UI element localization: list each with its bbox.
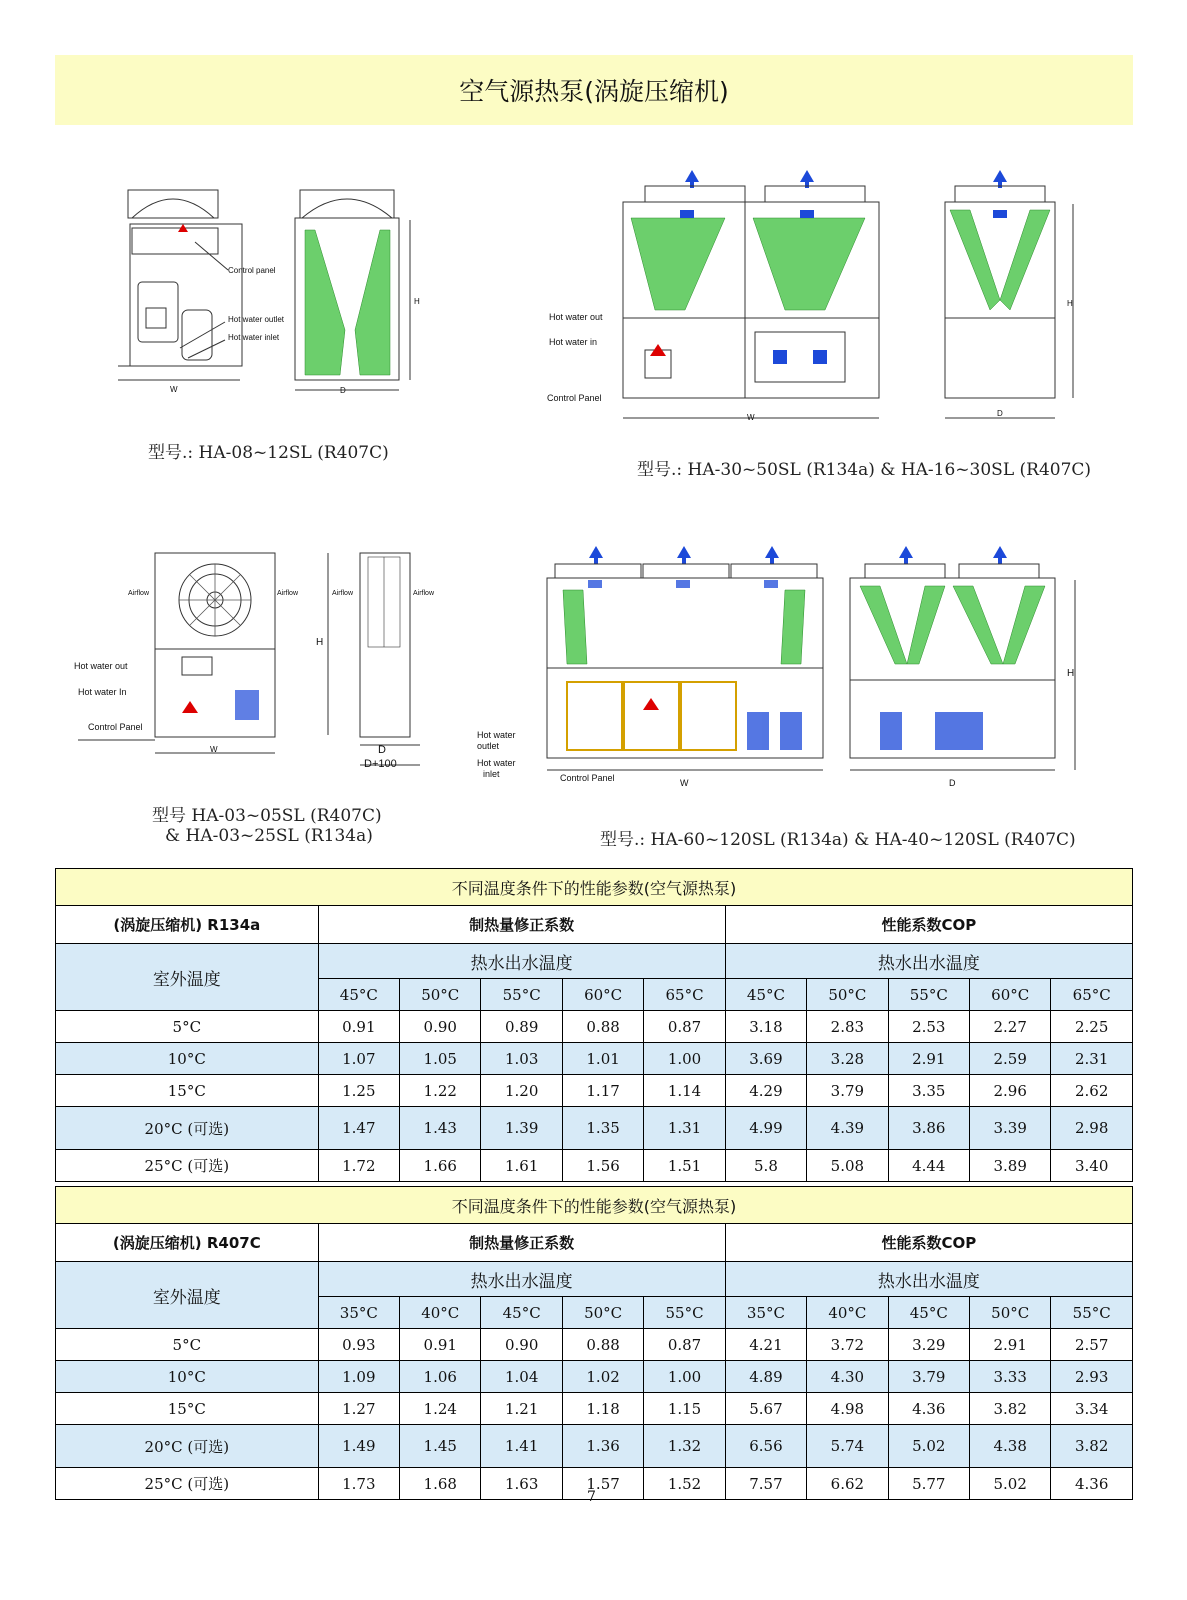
d1-label-hot-water-inlet: Hot water inlet	[228, 333, 280, 342]
d4-caption: 型号.: HA-60~120SL (R134a) & HA-40~120SL (R407C)	[600, 830, 1076, 850]
cell: 0.87	[644, 1011, 725, 1043]
model-label: (涡旋压缩机) R134a	[56, 906, 319, 944]
d3-label-airflow-3: Airflow	[332, 590, 354, 597]
cell: 1.15	[644, 1393, 725, 1425]
d3-label-w: W	[210, 745, 218, 754]
cell: 1.68	[400, 1468, 481, 1500]
row-label: 15°C	[56, 1075, 319, 1107]
row-label: 20°C (可选)	[56, 1107, 319, 1150]
cell: 1.04	[481, 1361, 562, 1393]
cell: 3.82	[1051, 1425, 1133, 1468]
cell: 0.90	[481, 1329, 562, 1361]
cell: 3.72	[807, 1329, 888, 1361]
table-row	[56, 1011, 1133, 1043]
table-row	[56, 1329, 1133, 1361]
cell: 1.73	[318, 1468, 399, 1500]
cell: 1.25	[318, 1075, 399, 1107]
outdoor-temp-header: 室外温度	[56, 944, 319, 1011]
cell: 1.05	[400, 1043, 481, 1075]
d4-label-hot-water-outlet-1: Hot water	[477, 730, 516, 740]
temp-header: 35°C	[725, 1297, 806, 1329]
d1-label-h: H	[414, 297, 420, 306]
d2-label-hot-water-in: Hot water in	[549, 337, 598, 347]
cell: 5.77	[888, 1468, 969, 1500]
page-title-bar	[55, 55, 1133, 125]
cell: 2.93	[1051, 1361, 1133, 1393]
page-number: 7	[587, 1489, 596, 1505]
d1-label-w: W	[170, 385, 178, 394]
cell: 4.89	[725, 1361, 806, 1393]
cell: 2.96	[970, 1075, 1051, 1107]
cell: 1.17	[562, 1075, 643, 1107]
cell: 1.52	[644, 1468, 725, 1500]
cell: 1.41	[481, 1425, 562, 1468]
performance-table-r134a	[55, 868, 1133, 1182]
hot-water-temp-header: 热水出水温度	[318, 1262, 725, 1297]
cell: 3.82	[970, 1393, 1051, 1425]
cop-header: 性能系数COP	[725, 906, 1132, 944]
d4-label-control-panel: Control Panel	[560, 773, 615, 783]
cell: 3.40	[1051, 1150, 1133, 1182]
cell: 5.74	[807, 1425, 888, 1468]
d4-label-h: H	[1067, 668, 1075, 679]
temp-header: 45°C	[318, 979, 399, 1011]
cell: 1.07	[318, 1043, 399, 1075]
cell: 1.39	[481, 1107, 562, 1150]
temp-header: 35°C	[318, 1297, 399, 1329]
row-label: 20°C (可选)	[56, 1425, 319, 1468]
d2-label-h: H	[1067, 299, 1073, 308]
cell: 1.02	[562, 1361, 643, 1393]
diagram-ha-30-50sl	[545, 160, 1095, 435]
cell: 1.72	[318, 1150, 399, 1182]
d2-label-control-panel: Control Panel	[547, 393, 602, 403]
d3-label-airflow-1: Airflow	[128, 590, 150, 597]
row-label: 25°C (可选)	[56, 1150, 319, 1182]
cell: 6.62	[807, 1468, 888, 1500]
table-title: 不同温度条件下的性能参数(空气源热泵)	[56, 1187, 1133, 1224]
cell: 1.27	[318, 1393, 399, 1425]
cell: 3.69	[725, 1043, 806, 1075]
temp-header: 60°C	[562, 979, 643, 1011]
cell: 1.63	[481, 1468, 562, 1500]
temp-header: 40°C	[807, 1297, 888, 1329]
d1-label-control-panel: Control panel	[228, 266, 276, 275]
table-title: 不同温度条件下的性能参数(空气源热泵)	[56, 869, 1133, 906]
d3-caption-line1: 型号 HA-03~05SL (R407C)	[152, 806, 382, 826]
cell: 4.39	[807, 1107, 888, 1150]
cell: 1.22	[400, 1075, 481, 1107]
cell: 1.14	[644, 1075, 725, 1107]
temp-header: 65°C	[1051, 979, 1133, 1011]
cell: 4.99	[725, 1107, 806, 1150]
cell: 3.33	[970, 1361, 1051, 1393]
cell: 3.18	[725, 1011, 806, 1043]
row-label: 15°C	[56, 1393, 319, 1425]
row-label: 25°C (可选)	[56, 1468, 319, 1500]
d2-label-d: D	[997, 409, 1003, 418]
cell: 2.25	[1051, 1011, 1133, 1043]
cell: 0.91	[400, 1329, 481, 1361]
d3-label-d100: D+100	[364, 758, 397, 770]
cell: 2.53	[888, 1011, 969, 1043]
cell: 2.59	[970, 1043, 1051, 1075]
cell: 3.79	[807, 1075, 888, 1107]
cell: 6.56	[725, 1425, 806, 1468]
cell: 3.79	[888, 1361, 969, 1393]
cell: 0.87	[644, 1329, 725, 1361]
table-row	[56, 1393, 1133, 1425]
temp-header: 45°C	[481, 1297, 562, 1329]
cell: 1.49	[318, 1425, 399, 1468]
d2-label-hot-water-out: Hot water out	[549, 312, 603, 322]
d1-label-hot-water-outlet: Hot water outlet	[228, 315, 285, 324]
temp-header: 45°C	[888, 1297, 969, 1329]
cell: 2.27	[970, 1011, 1051, 1043]
d4-label-hot-water-inlet-2: inlet	[483, 769, 500, 779]
cop-header: 性能系数COP	[725, 1224, 1132, 1262]
heating-coefficient-header: 制热量修正系数	[318, 1224, 725, 1262]
d3-label-hot-water-out: Hot water out	[74, 661, 128, 671]
cell: 1.00	[644, 1043, 725, 1075]
heating-coefficient-header: 制热量修正系数	[318, 906, 725, 944]
cell: 7.57	[725, 1468, 806, 1500]
temp-header: 50°C	[807, 979, 888, 1011]
cell: 0.93	[318, 1329, 399, 1361]
cell: 1.00	[644, 1361, 725, 1393]
cell: 5.08	[807, 1150, 888, 1182]
d3-label-control-panel: Control Panel	[88, 722, 143, 732]
d1-label-d: D	[340, 386, 346, 395]
performance-table-r407c	[55, 1186, 1133, 1500]
cell: 4.38	[970, 1425, 1051, 1468]
cell: 1.21	[481, 1393, 562, 1425]
cell: 5.02	[888, 1425, 969, 1468]
cell: 1.47	[318, 1107, 399, 1150]
cell: 1.57	[562, 1468, 643, 1500]
cell: 3.34	[1051, 1393, 1133, 1425]
d3-label-hot-water-in: Hot water In	[78, 687, 127, 697]
temp-header: 45°C	[725, 979, 806, 1011]
temp-header: 50°C	[562, 1297, 643, 1329]
cell: 1.31	[644, 1107, 725, 1150]
table-row	[56, 1107, 1133, 1150]
cell: 5.02	[970, 1468, 1051, 1500]
temp-header: 40°C	[400, 1297, 481, 1329]
hot-water-temp-header: 热水出水温度	[318, 944, 725, 979]
d4-label-w: W	[680, 778, 689, 788]
cell: 4.44	[888, 1150, 969, 1182]
temp-header: 55°C	[481, 979, 562, 1011]
table-row	[56, 1075, 1133, 1107]
row-label: 10°C	[56, 1361, 319, 1393]
cell: 1.24	[400, 1393, 481, 1425]
model-label: (涡旋压缩机) R407C	[56, 1224, 319, 1262]
d3-label-h: H	[316, 637, 324, 648]
cell: 5.67	[725, 1393, 806, 1425]
table-row	[56, 1043, 1133, 1075]
cell: 1.01	[562, 1043, 643, 1075]
cell: 4.21	[725, 1329, 806, 1361]
row-label: 5°C	[56, 1329, 319, 1361]
d4-label-d: D	[949, 778, 956, 788]
cell: 2.83	[807, 1011, 888, 1043]
cell: 1.18	[562, 1393, 643, 1425]
d3-label-airflow-4: Airflow	[413, 590, 435, 597]
cell: 1.43	[400, 1107, 481, 1150]
cell: 1.03	[481, 1043, 562, 1075]
table-row	[56, 1425, 1133, 1468]
temp-header: 65°C	[644, 979, 725, 1011]
d1-caption: 型号.: HA-08~12SL (R407C)	[148, 443, 389, 463]
d3-label-d: D	[378, 744, 386, 756]
cell: 4.29	[725, 1075, 806, 1107]
cell: 1.09	[318, 1361, 399, 1393]
cell: 2.98	[1051, 1107, 1133, 1150]
cell: 3.39	[970, 1107, 1051, 1150]
cell: 1.32	[644, 1425, 725, 1468]
cell: 1.35	[562, 1107, 643, 1150]
d4-label-hot-water-inlet-1: Hot water	[477, 758, 516, 768]
row-label: 5°C	[56, 1011, 319, 1043]
hot-water-temp-header: 热水出水温度	[725, 1262, 1132, 1297]
page-title: 空气源热泵(涡旋压缩机)	[459, 77, 729, 106]
d3-label-airflow-2: Airflow	[277, 590, 299, 597]
cell: 1.20	[481, 1075, 562, 1107]
diagram-ha-03-05sl	[70, 545, 450, 775]
temp-header: 50°C	[400, 979, 481, 1011]
temp-header: 60°C	[970, 979, 1051, 1011]
cell: 0.88	[562, 1329, 643, 1361]
cell: 0.90	[400, 1011, 481, 1043]
cell: 1.61	[481, 1150, 562, 1182]
cell: 4.98	[807, 1393, 888, 1425]
d2-caption: 型号.: HA-30~50SL (R134a) & HA-16~30SL (R407C)	[637, 460, 1092, 480]
cell: 1.56	[562, 1150, 643, 1182]
cell: 1.36	[562, 1425, 643, 1468]
cell: 0.88	[562, 1011, 643, 1043]
cell: 3.29	[888, 1329, 969, 1361]
cell: 5.8	[725, 1150, 806, 1182]
cell: 1.51	[644, 1150, 725, 1182]
table-row	[56, 1150, 1133, 1182]
cell: 4.36	[888, 1393, 969, 1425]
temp-header: 50°C	[970, 1297, 1051, 1329]
cell: 2.62	[1051, 1075, 1133, 1107]
hot-water-temp-header: 热水出水温度	[725, 944, 1132, 979]
cell: 0.91	[318, 1011, 399, 1043]
temp-header: 55°C	[1051, 1297, 1133, 1329]
cell: 2.31	[1051, 1043, 1133, 1075]
diagram-ha-08-12sl	[110, 180, 440, 410]
d3-caption-line2: & HA-03~25SL (R134a)	[165, 826, 373, 846]
cell: 3.86	[888, 1107, 969, 1150]
cell: 4.36	[1051, 1468, 1133, 1500]
cell: 2.91	[888, 1043, 969, 1075]
cell: 2.57	[1051, 1329, 1133, 1361]
cell: 1.45	[400, 1425, 481, 1468]
cell: 3.89	[970, 1150, 1051, 1182]
cell: 3.28	[807, 1043, 888, 1075]
cell: 4.30	[807, 1361, 888, 1393]
d4-label-hot-water-outlet-2: outlet	[477, 741, 500, 751]
temp-header: 55°C	[644, 1297, 725, 1329]
cell: 1.06	[400, 1361, 481, 1393]
cell: 2.91	[970, 1329, 1051, 1361]
cell: 1.66	[400, 1150, 481, 1182]
d2-label-w: W	[747, 413, 755, 422]
row-label: 10°C	[56, 1043, 319, 1075]
temp-header: 55°C	[888, 979, 969, 1011]
outdoor-temp-header: 室外温度	[56, 1262, 319, 1329]
table-row	[56, 1361, 1133, 1393]
diagram-ha-60-120sl	[475, 540, 1095, 800]
cell: 0.89	[481, 1011, 562, 1043]
cell: 3.35	[888, 1075, 969, 1107]
